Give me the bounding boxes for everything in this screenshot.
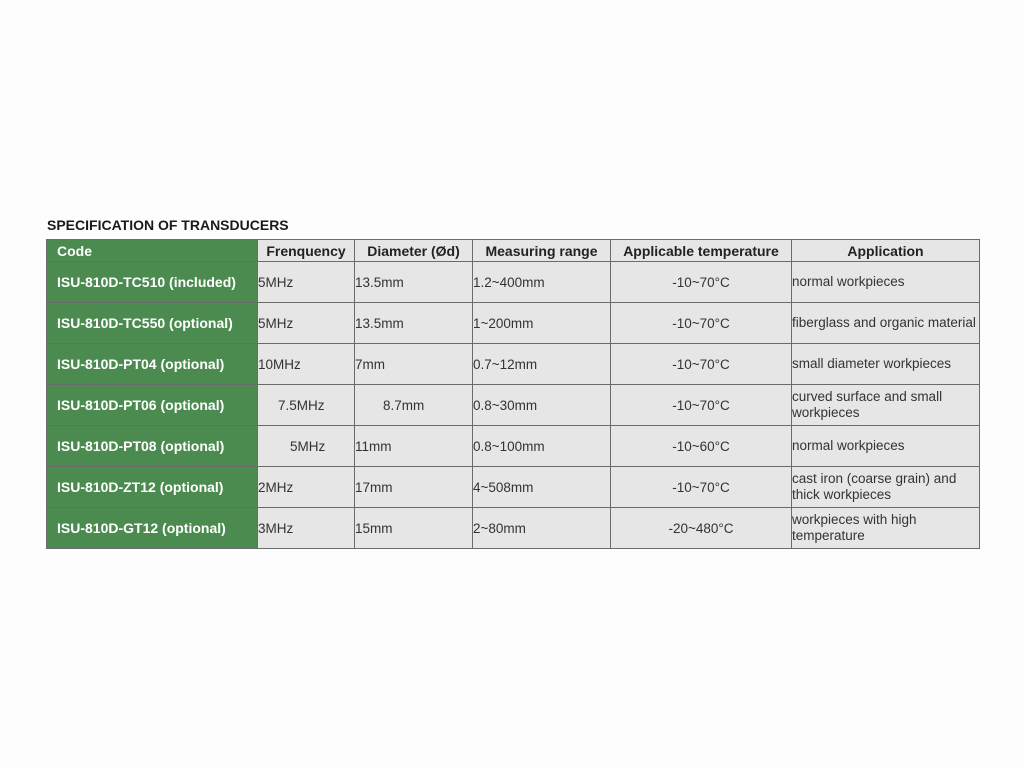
column-header-frequency: Frenquency	[258, 240, 355, 262]
code-cell: ISU-810D-PT08 (optional)	[47, 426, 258, 467]
frequency-cell: 5MHz	[258, 262, 355, 303]
application-cell: fiberglass and organic material	[792, 303, 980, 344]
frequency-cell: 10MHz	[258, 344, 355, 385]
table-row	[47, 508, 980, 549]
measuring-range-cell: 4~508mm	[473, 467, 611, 508]
frequency-cell: 5MHz	[258, 303, 355, 344]
temperature-cell: -10~70°C	[611, 344, 792, 385]
application-cell: curved surface and small workpieces	[792, 385, 980, 426]
frequency-cell: 7.5MHz	[258, 385, 355, 426]
column-header-application: Application	[792, 240, 980, 262]
frequency-cell: 5MHz	[258, 426, 355, 467]
column-header-temperature: Applicable temperature	[611, 240, 792, 262]
application-cell: normal workpieces	[792, 262, 980, 303]
table-row	[47, 262, 980, 303]
frequency-cell: 3MHz	[258, 508, 355, 549]
table-row	[47, 426, 980, 467]
table-row	[47, 303, 980, 344]
temperature-cell: -10~70°C	[611, 467, 792, 508]
diameter-cell: 13.5mm	[355, 303, 473, 344]
code-cell: ISU-810D-GT12 (optional)	[47, 508, 258, 549]
code-cell: ISU-810D-PT04 (optional)	[47, 344, 258, 385]
application-cell: normal workpieces	[792, 426, 980, 467]
temperature-cell: -10~70°C	[611, 303, 792, 344]
code-cell: ISU-810D-TC510 (included)	[47, 262, 258, 303]
diameter-cell: 13.5mm	[355, 262, 473, 303]
temperature-cell: -10~60°C	[611, 426, 792, 467]
measuring-range-cell: 0.7~12mm	[473, 344, 611, 385]
column-header-code: Code	[47, 240, 258, 262]
transducer-spec-table	[46, 239, 980, 549]
column-header-diameter: Diameter (Ød)	[355, 240, 473, 262]
measuring-range-cell: 1~200mm	[473, 303, 611, 344]
temperature-cell: -10~70°C	[611, 385, 792, 426]
table-row	[47, 385, 980, 426]
temperature-cell: -20~480°C	[611, 508, 792, 549]
diameter-cell: 11mm	[355, 426, 473, 467]
measuring-range-cell: 0.8~30mm	[473, 385, 611, 426]
diameter-cell: 17mm	[355, 467, 473, 508]
application-cell: cast iron (coarse grain) and thick workpieces	[792, 467, 980, 508]
application-cell: small diameter workpieces	[792, 344, 980, 385]
code-cell: ISU-810D-ZT12 (optional)	[47, 467, 258, 508]
diameter-cell: 7mm	[355, 344, 473, 385]
application-cell: workpieces with high temperature	[792, 508, 980, 549]
temperature-cell: -10~70°C	[611, 262, 792, 303]
code-cell: ISU-810D-PT06 (optional)	[47, 385, 258, 426]
frequency-cell: 2MHz	[258, 467, 355, 508]
table-row	[47, 467, 980, 508]
table-row	[47, 344, 980, 385]
diameter-cell: 8.7mm	[355, 385, 473, 426]
column-header-measuring-range: Measuring range	[473, 240, 611, 262]
table-header-row	[47, 240, 980, 262]
measuring-range-cell: 2~80mm	[473, 508, 611, 549]
page-title: SPECIFICATION OF TRANSDUCERS	[47, 217, 289, 233]
diameter-cell: 15mm	[355, 508, 473, 549]
code-cell: ISU-810D-TC550 (optional)	[47, 303, 258, 344]
measuring-range-cell: 1.2~400mm	[473, 262, 611, 303]
measuring-range-cell: 0.8~100mm	[473, 426, 611, 467]
